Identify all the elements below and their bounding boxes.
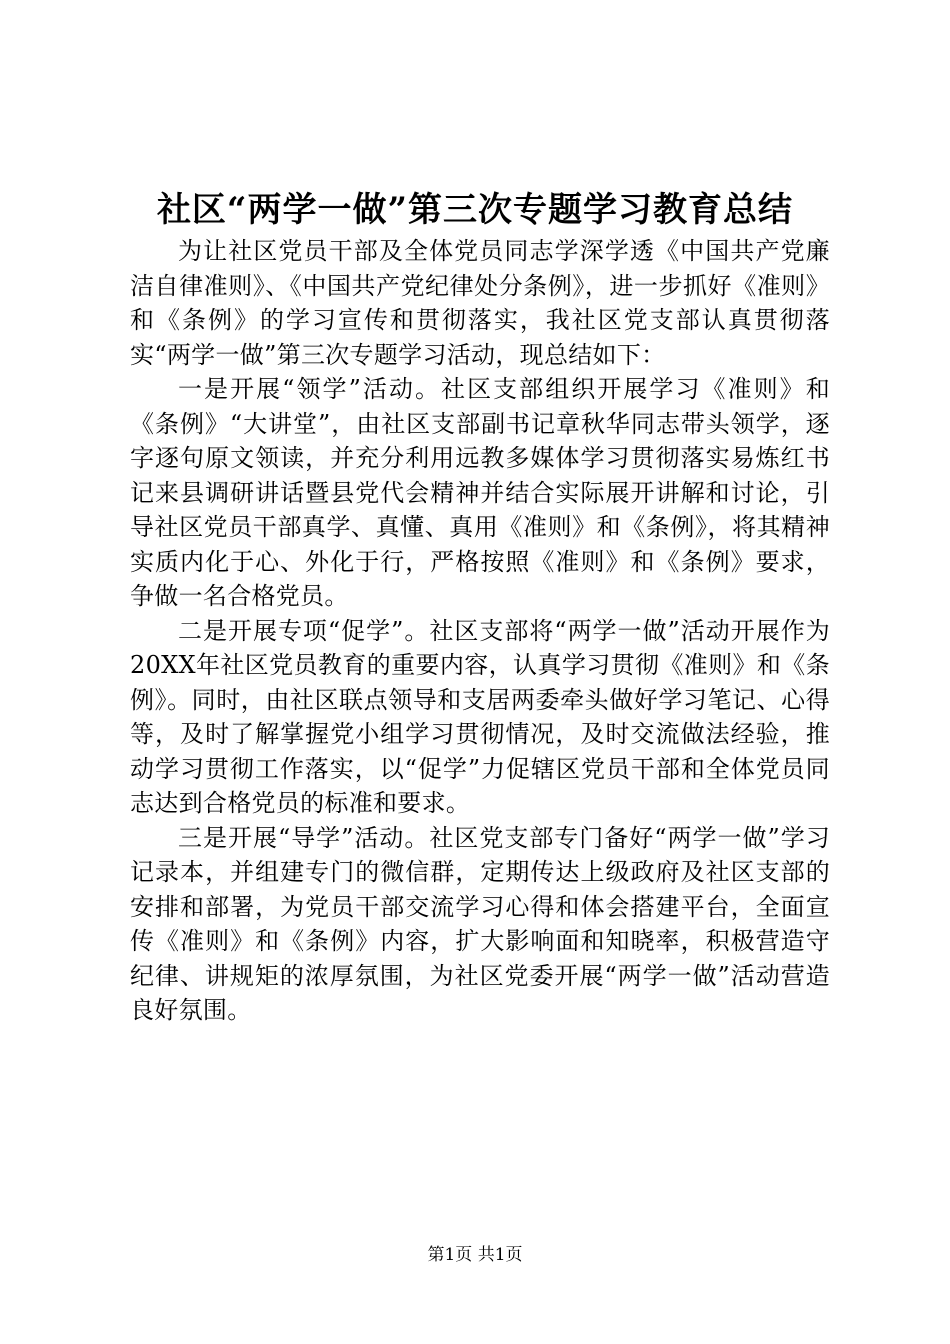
paragraph-intro: 为让社区党员干部及全体党员同志学深学透《中国共产党廉洁自律准则》、《中国共产党纪律处分条例》，进一步抓好《准则》和《条例》的学习宣传和贯彻落实，我社区党支部认真贯彻落实“两学一做”第三次专题学习活动，现总结如下： (130, 237, 830, 369)
page-number-footer: 第1页 共1页 (427, 1245, 523, 1265)
document-title: 社区“两学一做”第三次专题学习教育总结 (156, 190, 794, 230)
document-body (130, 234, 830, 1028)
paragraph-third-point: 三是开展“导学”活动。社区党支部专门备好“两学一做”学习记录本，并组建专门的微信群，定期传达上级政府及社区支部的安排和部署，为党员干部交流学习心得和体会搭建平台，全面宣传《准则》和《条例》内容，扩大影响面和知晓率，积极营造守纪律、讲规矩的浓厚氛围，为社区党委开展“两学一做”活动营造良好氛围。 (130, 823, 830, 1024)
paragraph-second-point: 二是开展专项“促学”。社区支部将“两学一做”活动开展作为20XX年社区党员教育的重要内容，认真学习贯彻《准则》和《条例》。同时，由社区联点领导和支居两委牵头做好学习笔记、心得等，及时了解掌握党小组学习贯彻情况，及时交流做法经验，推动学习贯彻工作落实，以“促学”力促辖区党员干部和全体党员同志达到合格党员的标准和要求。 (130, 616, 830, 817)
paragraph-first-point: 一是开展“领学”活动。社区支部组织开展学习《准则》和《条例》“大讲堂”，由社区支部副书记章秋华同志带头领学，逐字逐句原文领读，并充分利用远教多媒体学习贯彻落实易炼红书记来县调研讲话暨县党代会精神并结合实际展开讲解和讨论，引导社区党员干部真学、真懂、真用《准则》和《条例》，将其精神实质内化于心、外化于行，严格按照《准则》和《条例》要求，争做一名合格党员。 (130, 375, 830, 610)
